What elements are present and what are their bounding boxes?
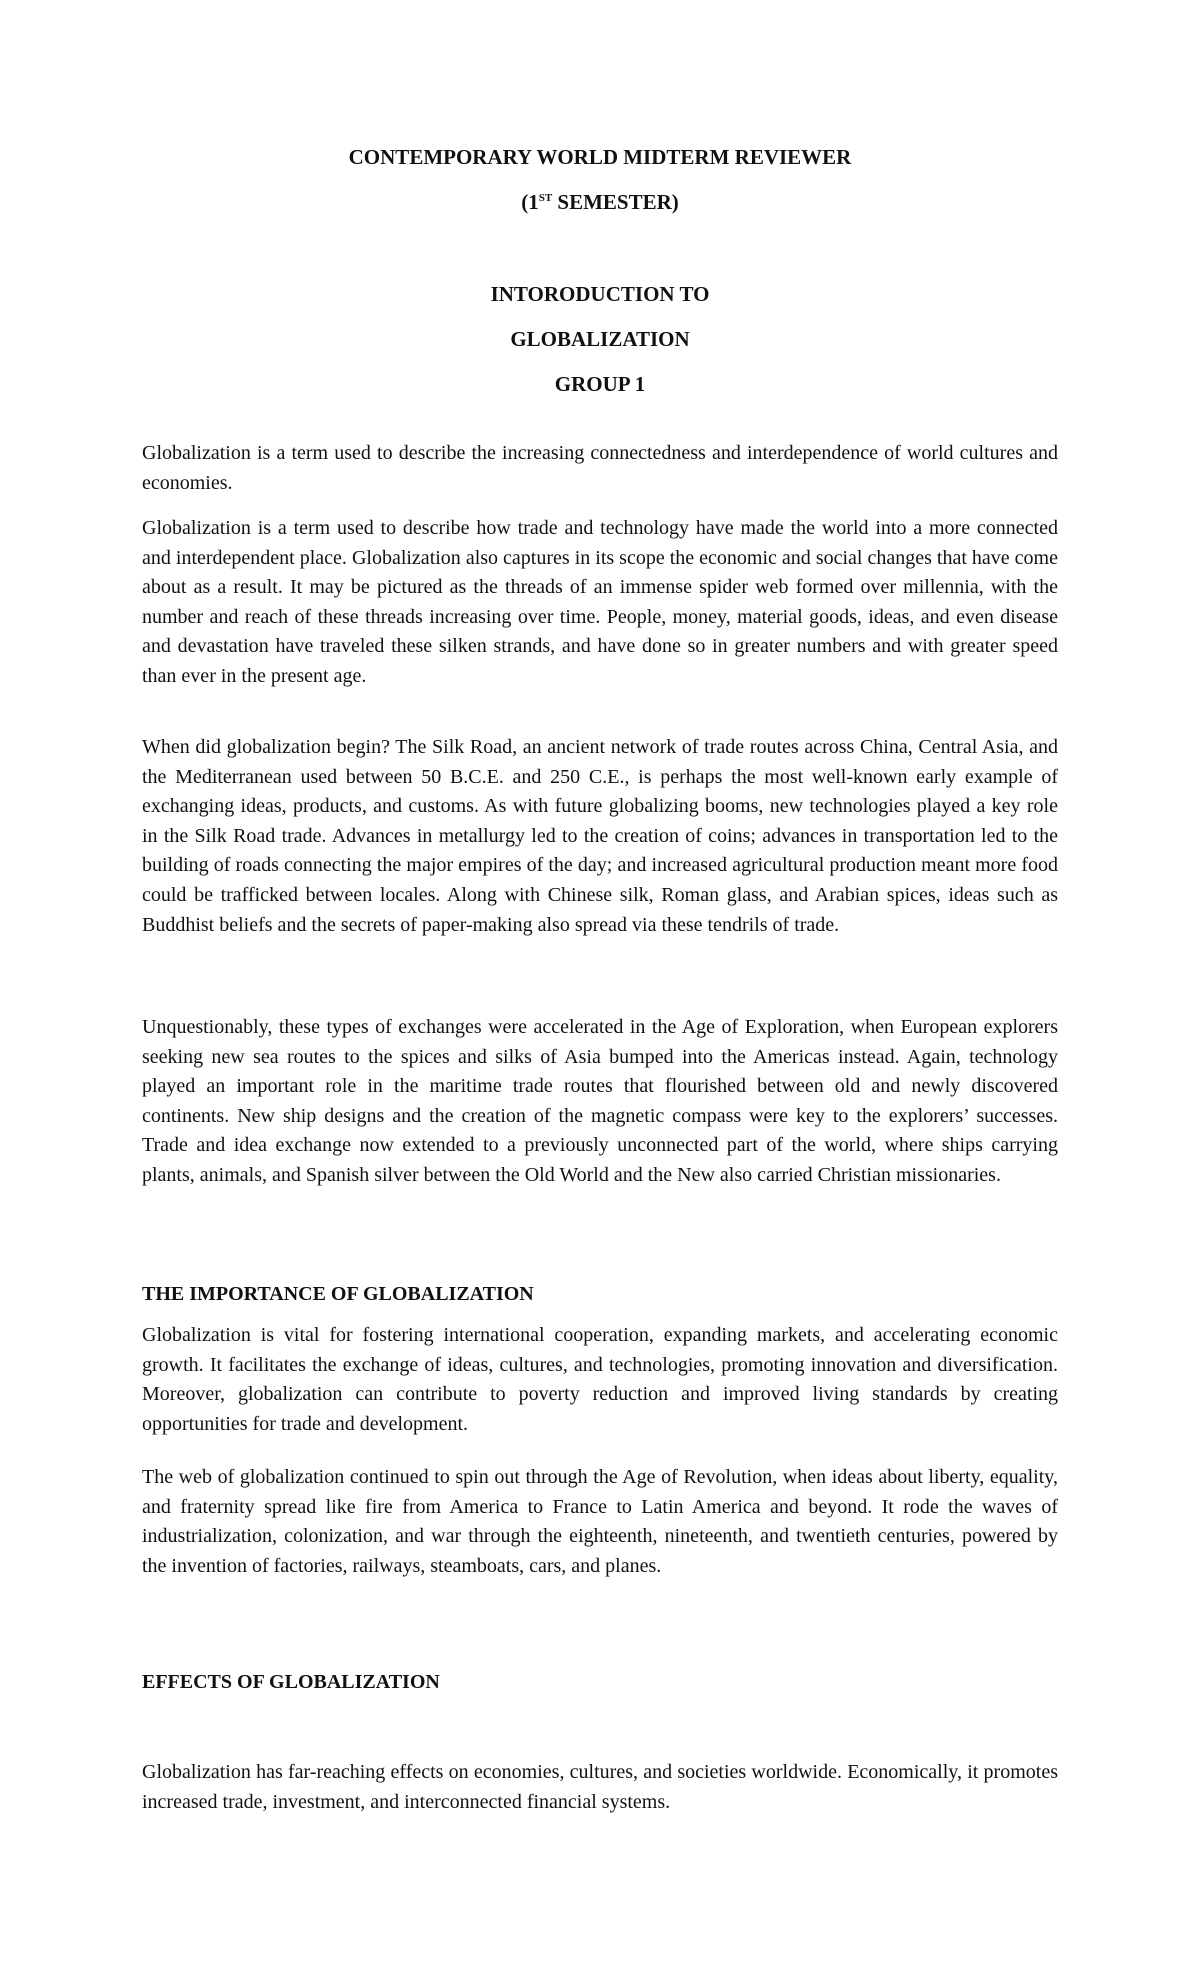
- section-heading-importance: THE IMPORTANCE OF GLOBALIZATION: [142, 1283, 534, 1305]
- document-title: CONTEMPORARY WORLD MIDTERM REVIEWER: [348, 145, 852, 169]
- semester-suffix: SEMESTER): [552, 190, 679, 214]
- section-heading-effects: EFFECTS OF GLOBALIZATION: [142, 1671, 440, 1693]
- paragraph-silk-road: When did globalization begin? The Silk Road, an ancient network of trade routes across China, Central Asia, and the Mediterranean used between 50 B.C.E. and 250 C.E., is perhaps the most well-known early example of exchanging ideas, products, and customs. As with future globalizing booms, new technologies played a key role in the Silk Road trade. Advances in metallurgy led to the creation of coins; advances in transportation led to the building of roads connecting the major empires of the day; and increased agricultural production meant more food could be trafficked between locales. Along with Chinese silk, Roman glass, and Arabian spices, ideas such as Buddhist beliefs and the secrets of paper-making also spread via these tendrils of trade.: [142, 736, 1058, 936]
- semester-prefix: (1: [521, 190, 539, 214]
- paragraph-spider-web: Globalization is a term used to describe how trade and technology have made the world into a more connected and interdependent place. Globalization also captures in its scope the economic and social changes that have come about as a result. It may be pictured as the threads of an immense spider web formed over millennia, with the number and reach of these threads increasing over time. People, money, material goods, ideas, and even disease and devastation have traveled these silken strands, and have done so in greater numbers and with greater speed than ever in the present age.: [142, 517, 1058, 687]
- paragraph-effects: Globalization has far-reaching effects on economies, cultures, and societies worldwide. Economically, it promotes increased trade, investment, and interconnected financial systems.: [142, 1761, 1058, 1813]
- topic-heading-line2: GLOBALIZATION: [510, 327, 690, 351]
- paragraph-age-of-exploration: Unquestionably, these types of exchanges were accelerated in the Age of Exploration, when European explorers seeking new sea routes to the spices and silks of Asia bumped into the Americas instead. Again, technology played an important role in the maritime trade routes that flourished between old and newly discovered continents. New ship designs and the creation of the magnetic compass were key to the explorers’ successes. Trade and idea exchange now extended to a previously unconnected part of the world, where ships carrying plants, animals, and Spanish silver between the Old World and the New also carried Christian missionaries.: [142, 1016, 1058, 1186]
- paragraph-age-of-revolution: The web of globalization continued to spin out through the Age of Revolution, when ideas about liberty, equality, and fraternity spread like fire from America to France to Latin America and beyond. It rode the waves of industrialization, colonization, and war through the eighteenth, nineteenth, and twentieth centuries, powered by the invention of factories, railways, steamboats, cars, and planes.: [142, 1466, 1058, 1577]
- semester-line: [0, 188, 1200, 216]
- semester-superscript: ST: [538, 192, 553, 204]
- paragraph-importance: Globalization is vital for fostering international cooperation, expanding markets, and accelerating economic growth. It facilitates the exchange of ideas, cultures, and technologies, promoting innovation and diversification. Moreover, globalization can contribute to poverty reduction and improved living standards by creating opportunities for trade and development.: [142, 1324, 1058, 1435]
- topic-heading-line1: INTORODUCTION TO: [490, 282, 710, 306]
- group-heading: GROUP 1: [554, 372, 646, 396]
- paragraph-definition: Globalization is a term used to describe the increasing connectedness and interdependence of world cultures and economies.: [142, 442, 1058, 494]
